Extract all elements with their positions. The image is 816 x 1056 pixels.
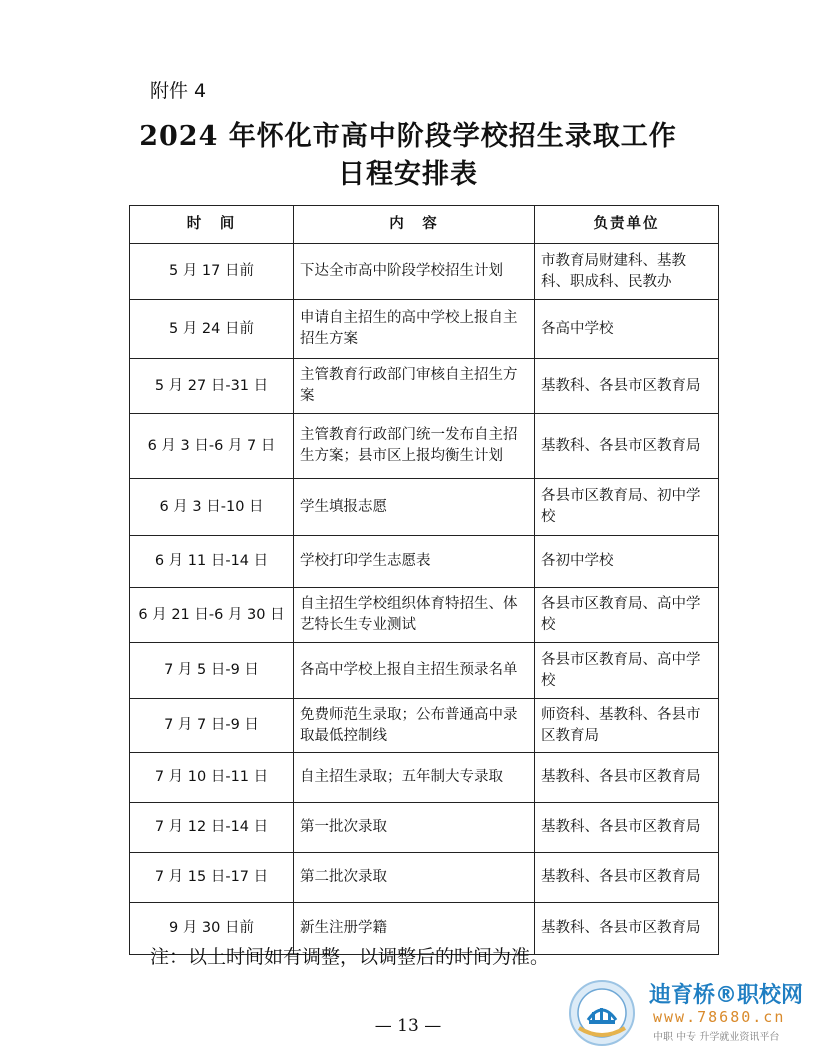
- watermark-logo-icon: [567, 978, 637, 1048]
- cell-unit: 各县市区教育局、高中学校: [535, 588, 719, 643]
- cell-unit: 基教科、各县市区教育局: [535, 903, 719, 955]
- cell-unit: 各高中学校: [535, 300, 719, 359]
- watermark-url: www.78680.cn: [653, 1008, 786, 1026]
- header-content: 内 容: [294, 206, 535, 244]
- cell-time: 6 月 3 日-10 日: [130, 479, 294, 536]
- table-row: [130, 359, 719, 414]
- cell-time: 5 月 27 日-31 日: [130, 359, 294, 414]
- cell-time: 7 月 12 日-14 日: [130, 803, 294, 853]
- watermark-slogan: 中职 中专 升学就业资讯平台: [653, 1032, 780, 1043]
- cell-unit: 各县市区教育局、初中学校: [535, 479, 719, 536]
- watermark-name: 迪育桥®职校网: [649, 983, 804, 1008]
- cell-time: 7 月 5 日-9 日: [130, 643, 294, 699]
- cell-unit: 师资科、基教科、各县市区教育局: [535, 699, 719, 753]
- cell-content: 主管教育行政部门审核自主招生方案: [294, 359, 535, 414]
- cell-time: 6 月 3 日-6 月 7 日: [130, 414, 294, 479]
- cell-time: 7 月 10 日-11 日: [130, 753, 294, 803]
- cell-content: 各高中学校上报自主招生预录名单: [294, 643, 535, 699]
- document-title-line2: 日程安排表: [338, 159, 478, 190]
- cell-unit: 市教育局财建科、基教科、职成科、民教办: [535, 244, 719, 300]
- cell-content: 新生注册学籍: [294, 903, 535, 955]
- table-row: [130, 536, 719, 588]
- cell-unit: 基教科、各县市区教育局: [535, 853, 719, 903]
- cell-unit: 基教科、各县市区教育局: [535, 753, 719, 803]
- cell-time: 6 月 11 日-14 日: [130, 536, 294, 588]
- table-row: [130, 699, 719, 753]
- cell-content: 自主招生录取；五年制大专录取: [294, 753, 535, 803]
- table-row: [130, 479, 719, 536]
- cell-time: 7 月 15 日-17 日: [130, 853, 294, 903]
- header-time: 时 间: [130, 206, 294, 244]
- table-row: [130, 803, 719, 853]
- cell-time: 9 月 30 日前: [130, 903, 294, 955]
- table-row: [130, 853, 719, 903]
- document-title-line1: 2024 年怀化市高中阶段学校招生录取工作: [139, 121, 677, 152]
- cell-unit: 各初中学校: [535, 536, 719, 588]
- cell-unit: 基教科、各县市区教育局: [535, 359, 719, 414]
- cell-content: 学生填报志愿: [294, 479, 535, 536]
- table-row: [130, 753, 719, 803]
- cell-time: 6 月 21 日-6 月 30 日: [130, 588, 294, 643]
- cell-content: 学校打印学生志愿表: [294, 536, 535, 588]
- page-number: — 13 —: [374, 1016, 442, 1036]
- table-row: [130, 300, 719, 359]
- table-row: [130, 414, 719, 479]
- attachment-label: 附件 4: [150, 80, 207, 102]
- cell-content: 第二批次录取: [294, 853, 535, 903]
- cell-time: 5 月 24 日前: [130, 300, 294, 359]
- cell-unit: 各县市区教育局、高中学校: [535, 643, 719, 699]
- cell-time: 5 月 17 日前: [130, 244, 294, 300]
- watermark: [567, 976, 812, 1048]
- table-row: [130, 588, 719, 643]
- table-header-row: [130, 206, 719, 244]
- cell-content: 第一批次录取: [294, 803, 535, 853]
- cell-content: 主管教育行政部门统一发布自主招生方案；县市区上报均衡生计划: [294, 414, 535, 479]
- table-row: [130, 643, 719, 699]
- cell-unit: 基教科、各县市区教育局: [535, 803, 719, 853]
- cell-time: 7 月 7 日-9 日: [130, 699, 294, 753]
- schedule-table: [129, 205, 719, 955]
- table-row: [130, 244, 719, 300]
- cell-content: 免费师范生录取；公布普通高中录取最低控制线: [294, 699, 535, 753]
- cell-content: 自主招生学校组织体育特招生、体艺特长生专业测试: [294, 588, 535, 643]
- cell-content: 下达全市高中阶段学校招生计划: [294, 244, 535, 300]
- footnote: 注：以上时间如有调整，以调整后的时间为准。: [150, 946, 550, 968]
- cell-content: 申请自主招生的高中学校上报自主招生方案: [294, 300, 535, 359]
- cell-unit: 基教科、各县市区教育局: [535, 414, 719, 479]
- header-unit: 负责单位: [535, 206, 719, 244]
